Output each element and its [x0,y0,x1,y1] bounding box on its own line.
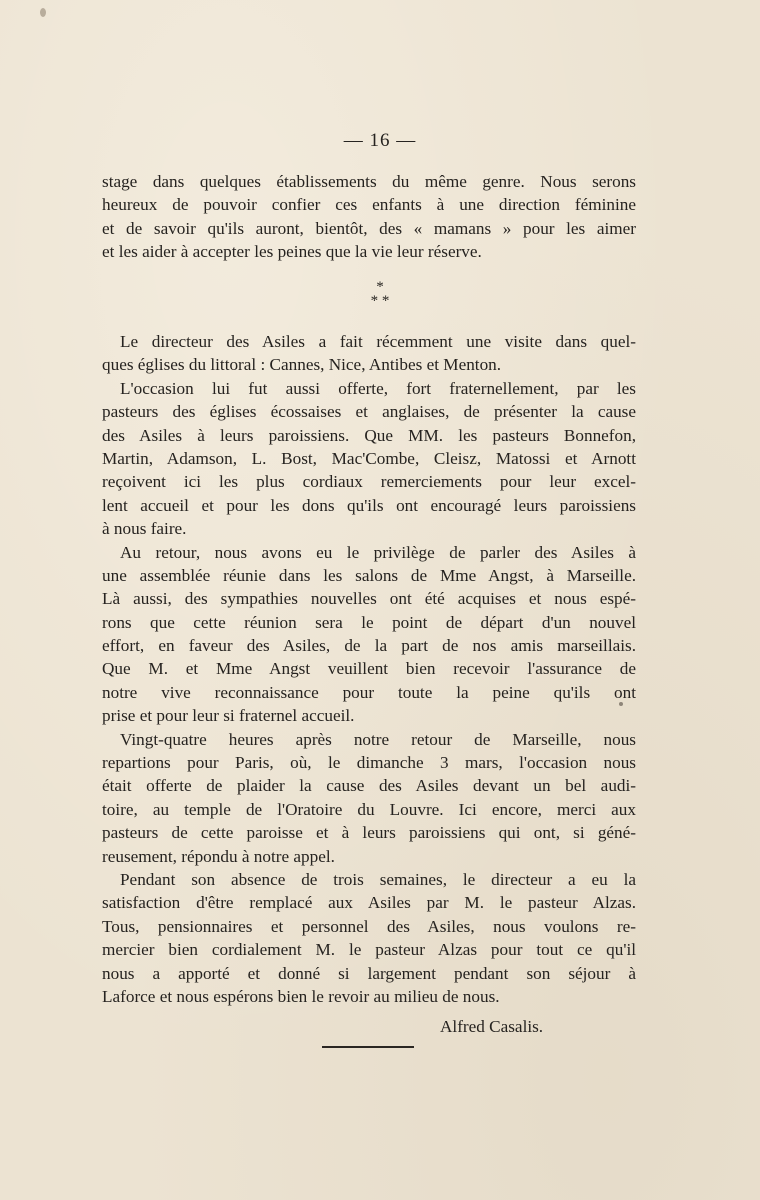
text-line: Là aussi, des sympathies nouvelles ont été acquises et nous espé- [102,589,636,609]
intro-paragraph [102,170,636,264]
page-number: — 16 — [343,130,417,151]
asterism-top: * [376,279,384,295]
text-line: des Asiles à leurs paroissiens. Que MM. les pasteurs Bonnefon, [102,425,636,445]
section-separator [0,280,760,308]
text-line: pasteurs des églises écossaises et anglaises, de présenter la cause [102,402,636,422]
ink-speck [619,702,623,706]
closing-rule [322,1046,414,1048]
text-line: Laforce et nous espérons bien le revoir au milieu de nous. [102,986,500,1006]
body-text [102,330,636,1008]
text-line: lent accueil et pour les dons qu'ils ont encouragé leurs paroissiens [102,495,636,515]
text-line: prise et pour leur si fraternel accueil. [102,706,355,726]
text-line: Martin, Adamson, L. Bost, Mac'Combe, Cleisz, Matossi et Arnott [102,448,636,468]
text-line: Le directeur des Asiles a fait récemment une visite dans quel- [120,332,636,351]
text-line: toire, au temple de l'Oratoire du Louvre. Ici encore, merci aux [102,799,636,819]
text-line: Vingt-quatre heures après notre retour de Marseille, nous [120,729,636,749]
text-line: Pendant son absence de trois semaines, le directeur a eu la [120,869,636,889]
text-line: reçoivent ici les plus cordiaux remerciements pour leur excel- [102,472,636,492]
text-line: Que M. et Mme Angst veuillent bien recevoir l'assurance de [102,659,636,679]
paper-speck [40,8,46,17]
asterism-bottom: * * [370,293,390,309]
text-line: nous a apporté et donné si largement pendant son séjour à [102,963,636,983]
text-line: Tous, pensionnaires et personnel des Asiles, nous voulons re- [102,916,636,936]
author-signature: Alfred Casalis. [440,1017,544,1036]
text-line: repartions pour Paris, où, le dimanche 3 mars, l'occasion nous [102,753,636,773]
text-line: L'occasion lui fut aussi offerte, fort fraternellement, par les [120,378,636,398]
text-line: reusement, répondu à notre appel. [102,846,335,866]
text-line: satisfaction d'être remplacé aux Asiles par M. le pasteur Alzas. [102,893,636,913]
text-line: stage dans quelques établissements du même genre. Nous serons [102,172,636,191]
text-line: effort, en faveur des Asiles, de la part de nos amis marseillais. [102,636,636,656]
text-line: et les aider à accepter les peines que la vie leur réserve. [102,242,482,262]
text-line: Au retour, nous avons eu le privilège de parler des Asiles à [120,542,636,562]
text-line: à nous faire. [102,519,187,539]
text-line: heureux de pouvoir confier ces enfants à une direction féminine [102,195,636,215]
text-line: était offerte de plaider la cause des Asiles devant un bel audi- [102,776,636,796]
text-line: pasteurs de cette paroisse et à leurs paroissiens qui ont, si géné- [102,823,636,843]
text-line: une assemblée réunie dans les salons de Mme Angst, à Marseille. [102,565,636,585]
text-line: rons que cette réunion sera le point de départ d'un nouvel [102,612,636,632]
text-line: notre vive reconnaissance pour toute la peine qu'ils ont [102,682,636,702]
text-line: et de savoir qu'ils auront, bientôt, des « mamans » pour les aimer [102,218,636,238]
text-line: mercier bien cordialement M. le pasteur Alzas pour tout ce qu'il [102,940,636,960]
text-line: ques églises du littoral : Cannes, Nice, Antibes et Menton. [102,355,502,375]
